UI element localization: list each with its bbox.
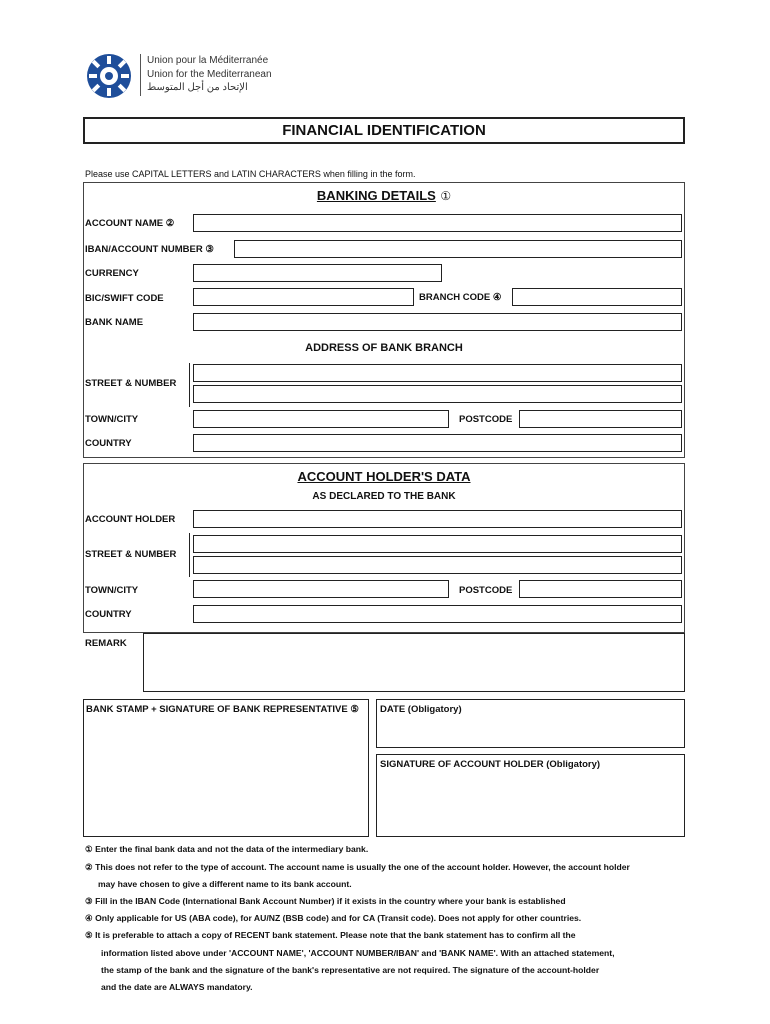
bank-street-field-2[interactable] [193, 385, 682, 403]
holder-town-field[interactable] [193, 580, 449, 598]
holder-country-label: COUNTRY [85, 609, 132, 620]
logo [85, 50, 285, 102]
holder-postcode-label: POSTCODE [459, 585, 513, 596]
holder-town-label: TOWN/CITY [85, 585, 139, 596]
account-name-field[interactable] [193, 214, 682, 232]
banking-heading: BANKING DETAILS [316, 188, 436, 203]
bank-town-label: TOWN/CITY [85, 414, 139, 425]
footnote-3: ③ Fill in the IBAN Code (International Bank Account Number) if it exists in the country where your bank is established [85, 896, 566, 906]
bank-street-field-1[interactable] [193, 364, 682, 382]
bic-field[interactable] [193, 288, 414, 306]
account-name-label: ACCOUNT NAME ② [85, 218, 175, 229]
title-box [83, 117, 685, 144]
logo-text-ar: الإتحاد من أجل المتوسط [147, 82, 248, 93]
branch-code-field[interactable] [512, 288, 682, 306]
bic-label: BIC/SWIFT CODE [85, 293, 164, 304]
account-holder-signature-label: SIGNATURE OF ACCOUNT HOLDER (Obligatory) [380, 759, 601, 770]
ufm-logo-icon [85, 50, 133, 102]
bank-town-field[interactable] [193, 410, 449, 428]
remark-field[interactable] [143, 633, 685, 692]
instruction-text: Please use CAPITAL LETTERS and LATIN CHARACTERS when filling in the form. [85, 169, 416, 179]
bank-country-label: COUNTRY [85, 438, 132, 449]
date-box[interactable] [376, 699, 685, 748]
footnote-2: ② This does not refer to the type of account. The account name is usually the one of the account holder. However, the account holder [85, 862, 630, 872]
holder-country-field[interactable] [193, 605, 682, 623]
banking-heading-mark: ① [440, 189, 452, 203]
footnote-4: ④ Only applicable for US (ABA code), for AU/NZ (BSB code) and for CA (Transit code). Does not apply for other countries. [85, 913, 582, 923]
bank-name-field[interactable] [193, 313, 682, 331]
bank-name-label: BANK NAME [85, 317, 144, 328]
footnote-5: ⑤ It is preferable to attach a copy of RECENT bank statement. Please note that the bank statement has to confirm all the [85, 930, 576, 940]
iban-label: IBAN/ACCOUNT NUMBER ③ [85, 244, 214, 255]
footnote-2-cont: may have chosen to give a different name to its bank account. [98, 879, 352, 889]
bank-stamp-box[interactable] [83, 699, 369, 837]
holder-heading: ACCOUNT HOLDER'S DATA [297, 469, 471, 484]
footnote-5-cont-3: and the date are ALWAYS mandatory. [101, 982, 253, 992]
account-holder-field[interactable] [193, 510, 682, 528]
holder-street-field-1[interactable] [193, 535, 682, 553]
bank-country-field[interactable] [193, 434, 682, 452]
page-title: FINANCIAL IDENTIFICATION [282, 122, 486, 139]
holder-street-label: STREET & NUMBER [85, 549, 177, 560]
bank-street-label: STREET & NUMBER [85, 378, 177, 389]
bank-postcode-label: POSTCODE [459, 414, 513, 425]
holder-street-field-2[interactable] [193, 556, 682, 574]
branch-code-label: BRANCH CODE ④ [419, 292, 502, 303]
account-holder-signature-box[interactable] [376, 754, 685, 837]
holder-postcode-field[interactable] [519, 580, 682, 598]
iban-field[interactable] [234, 240, 682, 258]
holder-subheading: AS DECLARED TO THE BANK [312, 491, 456, 502]
bank-stamp-label: BANK STAMP + SIGNATURE OF BANK REPRESENTATIVE ⑤ [86, 704, 359, 715]
date-label: DATE (Obligatory) [380, 704, 462, 715]
logo-text-en: Union for the Mediterranean [147, 69, 272, 80]
bank-address-heading: ADDRESS OF BANK BRANCH [305, 342, 463, 354]
currency-label: CURRENCY [85, 268, 139, 279]
remark-label: REMARK [85, 638, 127, 649]
footnote-5-cont-2: the stamp of the bank and the signature of the bank's representative are not required. The signature of the account-holder [101, 965, 600, 975]
account-holder-label: ACCOUNT HOLDER [85, 514, 176, 525]
currency-field[interactable] [193, 264, 442, 282]
logo-text-fr: Union pour la Méditerranée [147, 55, 269, 66]
bank-postcode-field[interactable] [519, 410, 682, 428]
footnote-1: ① Enter the final bank data and not the data of the intermediary bank. [85, 844, 369, 854]
footnote-5-cont-1: information listed above under 'ACCOUNT NAME', 'ACCOUNT NUMBER/IBAN' and 'BANK NAME'. With an attached statement, [101, 948, 615, 958]
